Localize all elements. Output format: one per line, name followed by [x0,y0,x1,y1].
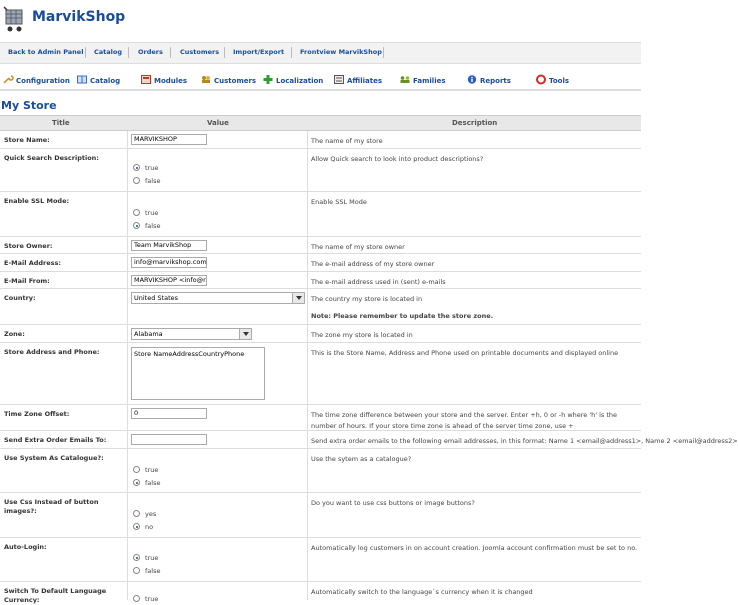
config-row-zone [0,325,641,343]
column-header-value: Value [207,119,229,127]
email-from-input[interactable]: MARVIKSHOP <info@r [131,275,207,286]
row-label: Store Address and Phone: [4,348,100,356]
main-menu [0,70,641,91]
menu-label: Affiliates [347,77,383,85]
radio-label: yes [145,510,157,518]
email-address-input[interactable]: info@marvikshop.com [131,257,207,268]
menu-label: Customers [214,77,257,85]
store-name-input[interactable]: MARVIKSHOP [131,134,207,145]
menu-label: Catalog [90,77,121,85]
radio-button-selected[interactable] [133,222,140,229]
radio-option[interactable] [133,523,153,531]
menu-affiliates[interactable] [334,75,382,85]
row-label: Auto-Login: [4,543,47,551]
row-description: Enable SSL Mode [311,198,367,206]
menu-configuration[interactable] [3,75,70,85]
zone-select[interactable] [131,328,252,340]
row-description: Allow Quick search to look into product descriptions? [311,155,484,163]
chevron-down-icon[interactable] [239,329,251,339]
row-label: Send Extra Order Emails To: [4,436,107,444]
page-title: My Store [1,99,57,112]
row-label: E-Mail Address: [4,259,61,267]
row-description: Send extra order emails to the following email addresses, in this format: Name 1 <email@address1>, Name 2 <email@address2> [311,437,738,445]
store-owner-input[interactable]: Team MarvikShop [131,240,207,251]
customers-icon [201,75,211,84]
book-icon [77,75,87,84]
table-header [0,115,641,131]
config-row-language-currency [0,582,641,604]
radio-button[interactable] [133,177,140,184]
nav-orders[interactable]: Orders [138,48,163,56]
row-description [311,294,637,322]
row-description: The e-mail address of my store owner [311,260,435,268]
wrench-icon [3,75,13,84]
menu-tools[interactable] [536,75,569,85]
menu-label: Families [413,77,446,85]
config-row-country [0,289,641,325]
row-description: Use the sytem as a catalogue? [311,455,412,463]
menu-label: Configuration [16,77,70,85]
row-description: The name of my store [311,137,383,145]
radio-button-selected[interactable] [133,554,140,561]
row-label: Quick Search Description: [4,154,99,162]
config-row-email-from [0,272,641,289]
radio-option[interactable] [133,209,158,217]
radio-option[interactable] [133,177,160,185]
config-row-ssl-mode [0,192,641,237]
config-row-auto-login [0,538,641,582]
menu-modules[interactable] [141,75,187,85]
select-value: Alabama [134,330,163,338]
menu-label: Reports [480,77,511,85]
radio-label: true [145,466,159,474]
radio-button-selected[interactable] [133,164,140,171]
radio-option[interactable] [133,510,156,518]
menu-label: Localization [276,77,324,85]
top-navigation [0,42,641,64]
row-label: E-Mail From: [4,277,50,285]
nav-import-export[interactable]: Import/Export [233,48,285,56]
radio-option[interactable] [133,479,160,487]
shopping-cart-icon [4,4,26,34]
row-description: The time zone difference between your store and the server. Enter +h, 0 or -h where 'h' is the number of hours. If your store time zone is ahead of the server time zone, use + [311,411,618,430]
menu-customers[interactable] [201,75,256,85]
menu-label: Modules [154,77,188,85]
radio-label: no [145,523,154,531]
config-row-css-buttons [0,493,641,538]
app-header [0,0,641,38]
config-row-store-address [0,343,641,405]
menu-families[interactable] [400,75,446,85]
nav-back-to-admin[interactable]: Back to Admin Panel [8,48,84,56]
lifebuoy-icon [536,75,546,84]
config-row-store-owner [0,237,641,254]
row-label: Store Name: [4,136,50,144]
radio-button[interactable] [133,209,140,216]
row-label: Time Zone Offset: [4,410,70,418]
radio-label: true [145,595,159,603]
row-label: Country: [4,294,36,302]
radio-label: false [145,567,161,575]
affiliates-icon [334,75,344,84]
radio-label: false [145,479,161,487]
radio-button[interactable] [133,567,140,574]
config-row-catalogue [0,449,641,493]
row-description: The zone my store is located in [311,331,413,339]
row-description: The name of my store owner [311,243,405,251]
nav-catalog[interactable]: Catalog [94,48,122,56]
config-row-extra-emails [0,431,738,449]
menu-localization[interactable] [263,75,323,85]
radio-button[interactable] [133,595,140,602]
row-label: Switch To Default Language Currency: [4,587,107,604]
menu-label: Tools [549,77,570,85]
config-row-email-address [0,254,641,272]
config-row-quick-search [0,149,641,192]
extra-emails-input[interactable] [131,434,207,445]
radio-label: true [145,554,159,562]
radio-option[interactable] [133,466,158,474]
select-value: United States [134,294,179,302]
info-icon [467,75,477,84]
radio-label: true [145,209,159,217]
radio-option[interactable] [133,595,158,603]
menu-reports[interactable] [467,75,511,85]
radio-button-selected[interactable] [133,523,140,530]
row-label: Use Css Instead of button images?: [4,498,99,515]
modules-icon [141,75,151,84]
row-label: Store Owner: [4,242,53,250]
row-description: Automatically log customers in on account creation. Joomla account confirmation must be set to no. [311,544,638,552]
nav-frontview[interactable]: Frontview MarvikShop [300,48,382,56]
radio-option[interactable] [133,567,160,575]
store-address-textarea[interactable]: Store NameAddressCountryPhone [131,347,265,400]
radio-label: false [145,222,161,230]
radio-option[interactable] [133,222,160,230]
radio-button-selected[interactable] [133,479,140,486]
chevron-down-icon[interactable] [292,293,304,303]
plus-icon [263,75,273,84]
radio-label: false [145,177,161,185]
timezone-offset-input[interactable]: 0 [131,408,207,419]
description-note: Note: Please remember to update the store zone. [311,312,494,320]
column-header-description: Description [452,119,498,127]
row-description: The e-mail address used in (sent) e-mails [311,278,446,286]
row-label: Use System As Catalogue?: [4,454,104,462]
radio-label: true [145,164,159,172]
row-description: Do you want to use css buttons or image buttons? [311,499,475,507]
row-description: Automatically switch to the language`s currency when it is changed [311,588,533,596]
radio-option[interactable] [133,164,158,172]
nav-customers[interactable]: Customers [180,48,220,56]
config-row-timezone [0,405,641,431]
column-header-title: Title [52,119,70,127]
app-title: MarvikShop [32,9,126,25]
radio-button[interactable] [133,510,140,517]
row-label: Enable SSL Mode: [4,197,70,205]
description-text: The country my store is located in [311,295,423,303]
row-label: Zone: [4,330,25,338]
families-icon [400,75,410,84]
radio-button[interactable] [133,466,140,473]
country-select[interactable] [131,292,305,304]
radio-option[interactable] [133,554,158,562]
row-description: This is the Store Name, Address and Phone used on printable documents and displayed online [311,349,619,357]
config-row-store-name [0,131,641,149]
menu-catalog[interactable] [77,75,120,85]
